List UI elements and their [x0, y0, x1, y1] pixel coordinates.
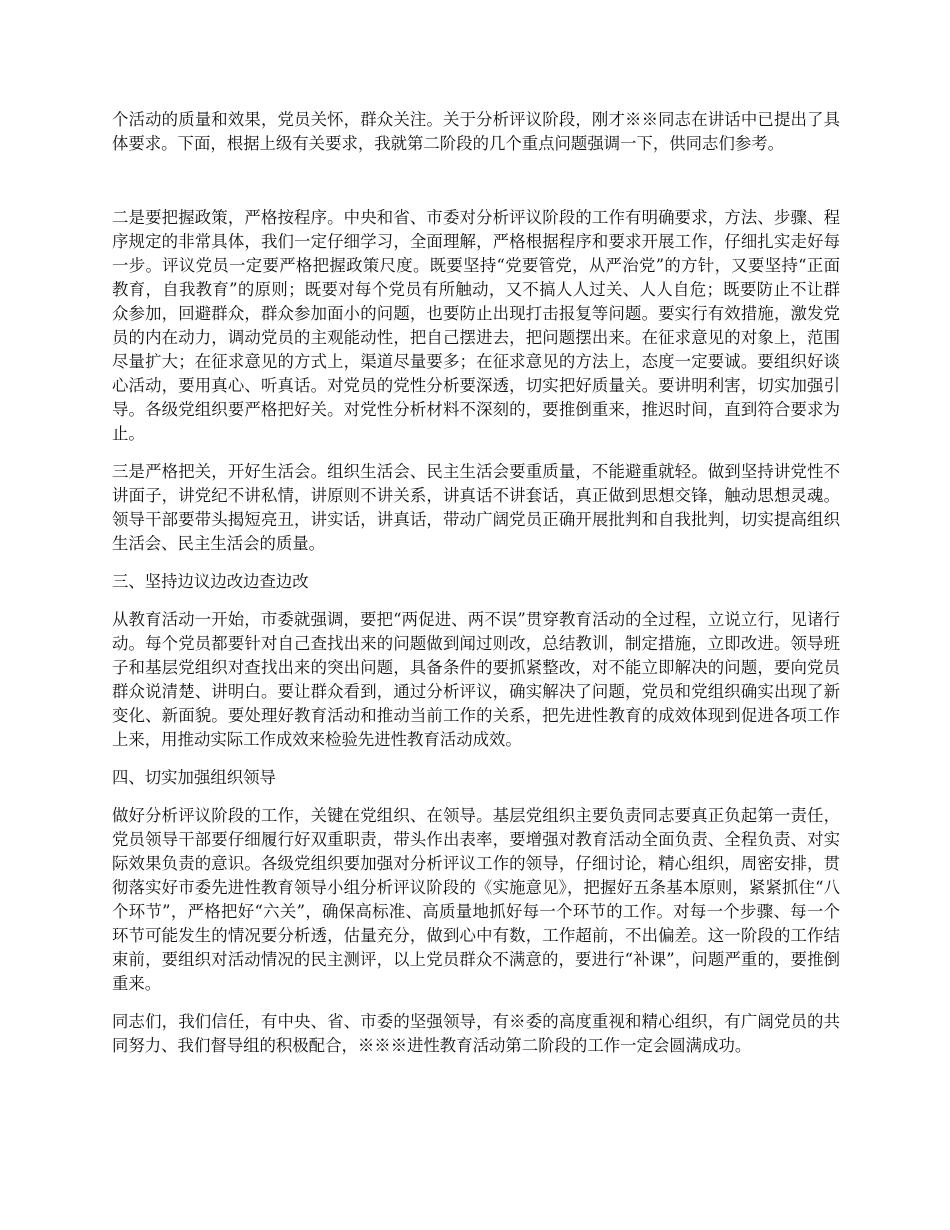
- closing-paragraph: 同志们，我们信任，有中央、省、市委的坚强领导，有※委的高度重视和精心组织，有广阔党员的共同努力、我们督导组的积极配合，※※※进性教育活动第二阶段的工作一定会圆满成功。: [112, 1012, 840, 1055]
- intro-paragraph: 个活动的质量和效果，党员关怀，群众关注。关于分析评议阶段，刚才※※同志在讲话中已提出了具体要求。下面，根据上级有关要求，我就第二阶段的几个重点问题强调一下，供同志们参考。: [112, 110, 840, 153]
- policy-procedure-paragraph: 二是要把握政策，严格按程序。中央和省、市委对分析评议阶段的工作有明确要求，方法、步骤、程序规定的非常具体，我们一定仔细学习，全面理解，严格根据程序和要求开展工作，仔细扎实走好每一步。评议党员一定要严格把握政策尺度。既要坚持“党要管党，从严治党”的方针，又要坚持“正面教育，自我教育”的原则；既要对每个党员有所触动，又不搞人人过关、人人自危；既要防止不让群众参加，回避群众，群众参加面小的问题，也要防止出现打击报复等问题。要实行有效措施，激发党员的内在动力，调动党员的主观能动性，把自己摆进去，把问题摆出来。在征求意见的对象上，范围尽量扩大；在征求意见的方式上，渠道尽量要多；在征求意见的方法上，态度一定要诚。要组织好谈心活动，要用真心、听真话。对党员的党性分析要深透，切实把好质量关。要讲明利害，切实加强引导。各级党组织要严格把好关。对党性分析材料不深刻的，要推倒重来，推迟时间，直到符合要求为止。: [112, 208, 840, 443]
- rectification-paragraph: 从教育活动一开始，市委就强调，要把“两促进、两不误”贯穿教育活动的全过程，立说立行，见诸行动。每个党员都要针对自己查找出来的问题做到闻过则改，总结教训，制定措施，立即改进。领导班子和基层党组织对查找出来的突出问题，具备条件的要抓紧整改，对不能立即解决的问题，要向党员群众说清楚、讲明白。要让群众看到，通过分析评议，确实解决了问题，党员和党组织确实出现了新变化、新面貌。要处理好教育活动和推动当前工作的关系，把先进性教育的成效体现到促进各项工作上来，用推动实际工作成效来检验先进性教育活动成效。: [112, 610, 840, 749]
- document-page: [112, 108, 840, 1072]
- leadership-paragraph: 做好分析评议阶段的工作，关键在党组织、在领导。基层党组织主要负责同志要真正负起第一责任，党员领导干部要仔细履行好双重职责，带头作出表率，要增强对教育活动全面负责、全程负责、对实际效果负责的意识。各级党组织要加强对分析评议工作的领导，仔细讨论，精心组织，周密安排，贯彻落实好市委先进性教育领导小组分析评议阶段的《实施意见》，把握好五条基本原则，紧紧抓住“八个环节”，严格把好“六关”，确保高标准、高质量地抓好每一个环节的工作。对每一个步骤、每一个环节可能发生的情况要分析透，估量充分，做到心中有数，工作超前，不出偏差。这一阶段的工作结束前，要组织对活动情况的民主测评，以上党员群众不满意的，要进行“补课”，问题严重的，要推倒重来。: [112, 806, 840, 993]
- paragraph-gap: [112, 156, 840, 206]
- section-heading-four: 四、切实加强组织领导: [112, 768, 276, 787]
- life-meeting-paragraph: 三是严格把关，开好生活会。组织生活会、民主生活会要重质量，不能避重就轻。做到坚持讲党性不讲面子，讲党纪不讲私情，讲原则不讲关系，讲真话不讲套话，真正做到思想交锋，触动思想灵魂。领导干部要带头揭短亮丑，讲实话，讲真话，带动广阔党员正确开展批判和自我批判，切实提高组织生活会、民主生活会的质量。: [112, 462, 840, 553]
- section-heading-three: 三、坚持边议边改边查边改: [112, 572, 309, 591]
